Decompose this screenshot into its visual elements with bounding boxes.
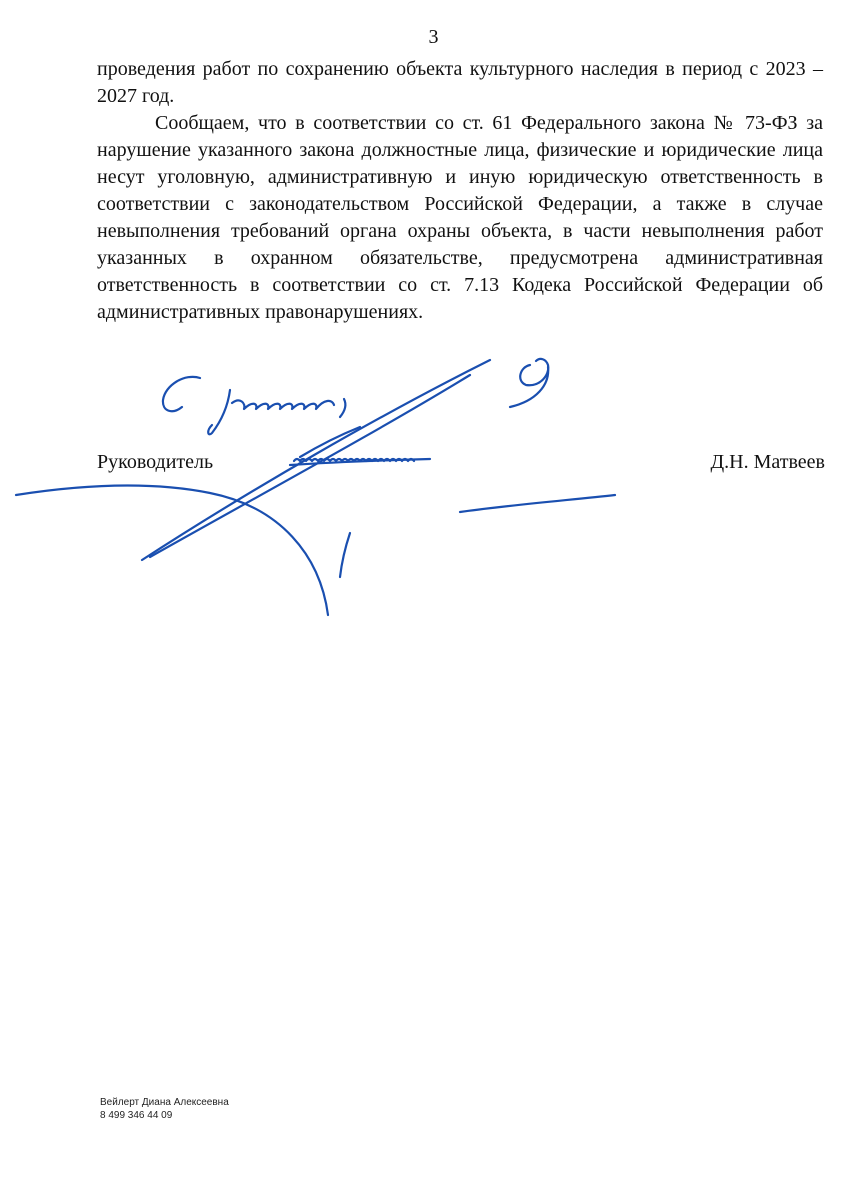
paragraph-continuation: проведения работ по сохранению объекта культурного наследия в период с 2023 – 2027 год. <box>97 58 823 107</box>
executor-name: Вейлерт Диана Алексеевна <box>100 1097 229 1108</box>
handwritten-signature <box>0 345 867 625</box>
paragraph-liability: Сообщаем, что в соответствии со ст. 61 Федерального закона № 73-ФЗ за нарушение указанного закона должностные лица, физические и юридические лица несут уголовную, административную и иную юридическую ответственность в соответствии с законодательством Российской Федерации, а также в случае невыполнения требований органа охраны объекта, в части невыполнения работ указанных в охранном обязательстве, предусмотрена административная ответственность в соответствии со ст. 7.13 Кодека Российской Федерации об административных правонарушениях. <box>97 112 823 323</box>
signer-name: Д.Н. Матвеев <box>710 451 825 473</box>
page-number: 3 <box>428 26 439 48</box>
signer-title: Руководитель <box>97 451 214 473</box>
executor-info <box>100 1096 229 1122</box>
executor-phone: 8 499 346 44 09 <box>100 1110 173 1121</box>
letter-body <box>97 56 823 326</box>
